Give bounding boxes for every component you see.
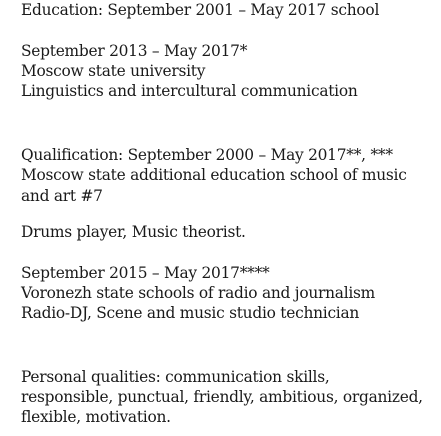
qualification-school: Moscow state additional education school of music — [21, 166, 407, 184]
qualification-school-cont: and art #7 — [21, 187, 103, 205]
personal-qualities-heading: Personal qualities: communication skills, — [21, 368, 330, 386]
university-dates: September 2013 – May 2017* — [21, 42, 248, 60]
personal-qualities-end: flexible, motivation. — [21, 408, 171, 426]
education-heading: Education: September 2001 – May 2017 school — [21, 1, 380, 19]
university-name: Moscow state university — [21, 62, 206, 80]
personal-qualities-list: responsible, punctual, friendly, ambitious, organized, — [21, 388, 423, 406]
qualification-roles: Drums player, Music theorist. — [21, 223, 246, 241]
university-field: Linguistics and intercultural communication — [21, 82, 358, 100]
radio-dates: September 2015 – May 2017**** — [21, 264, 270, 282]
radio-roles: Radio-DJ, Scene and music studio technician — [21, 304, 360, 322]
radio-school: Voronezh state schools of radio and journalism — [21, 284, 376, 302]
qualification-heading: Qualification: September 2000 – May 2017**, *** — [21, 146, 393, 164]
